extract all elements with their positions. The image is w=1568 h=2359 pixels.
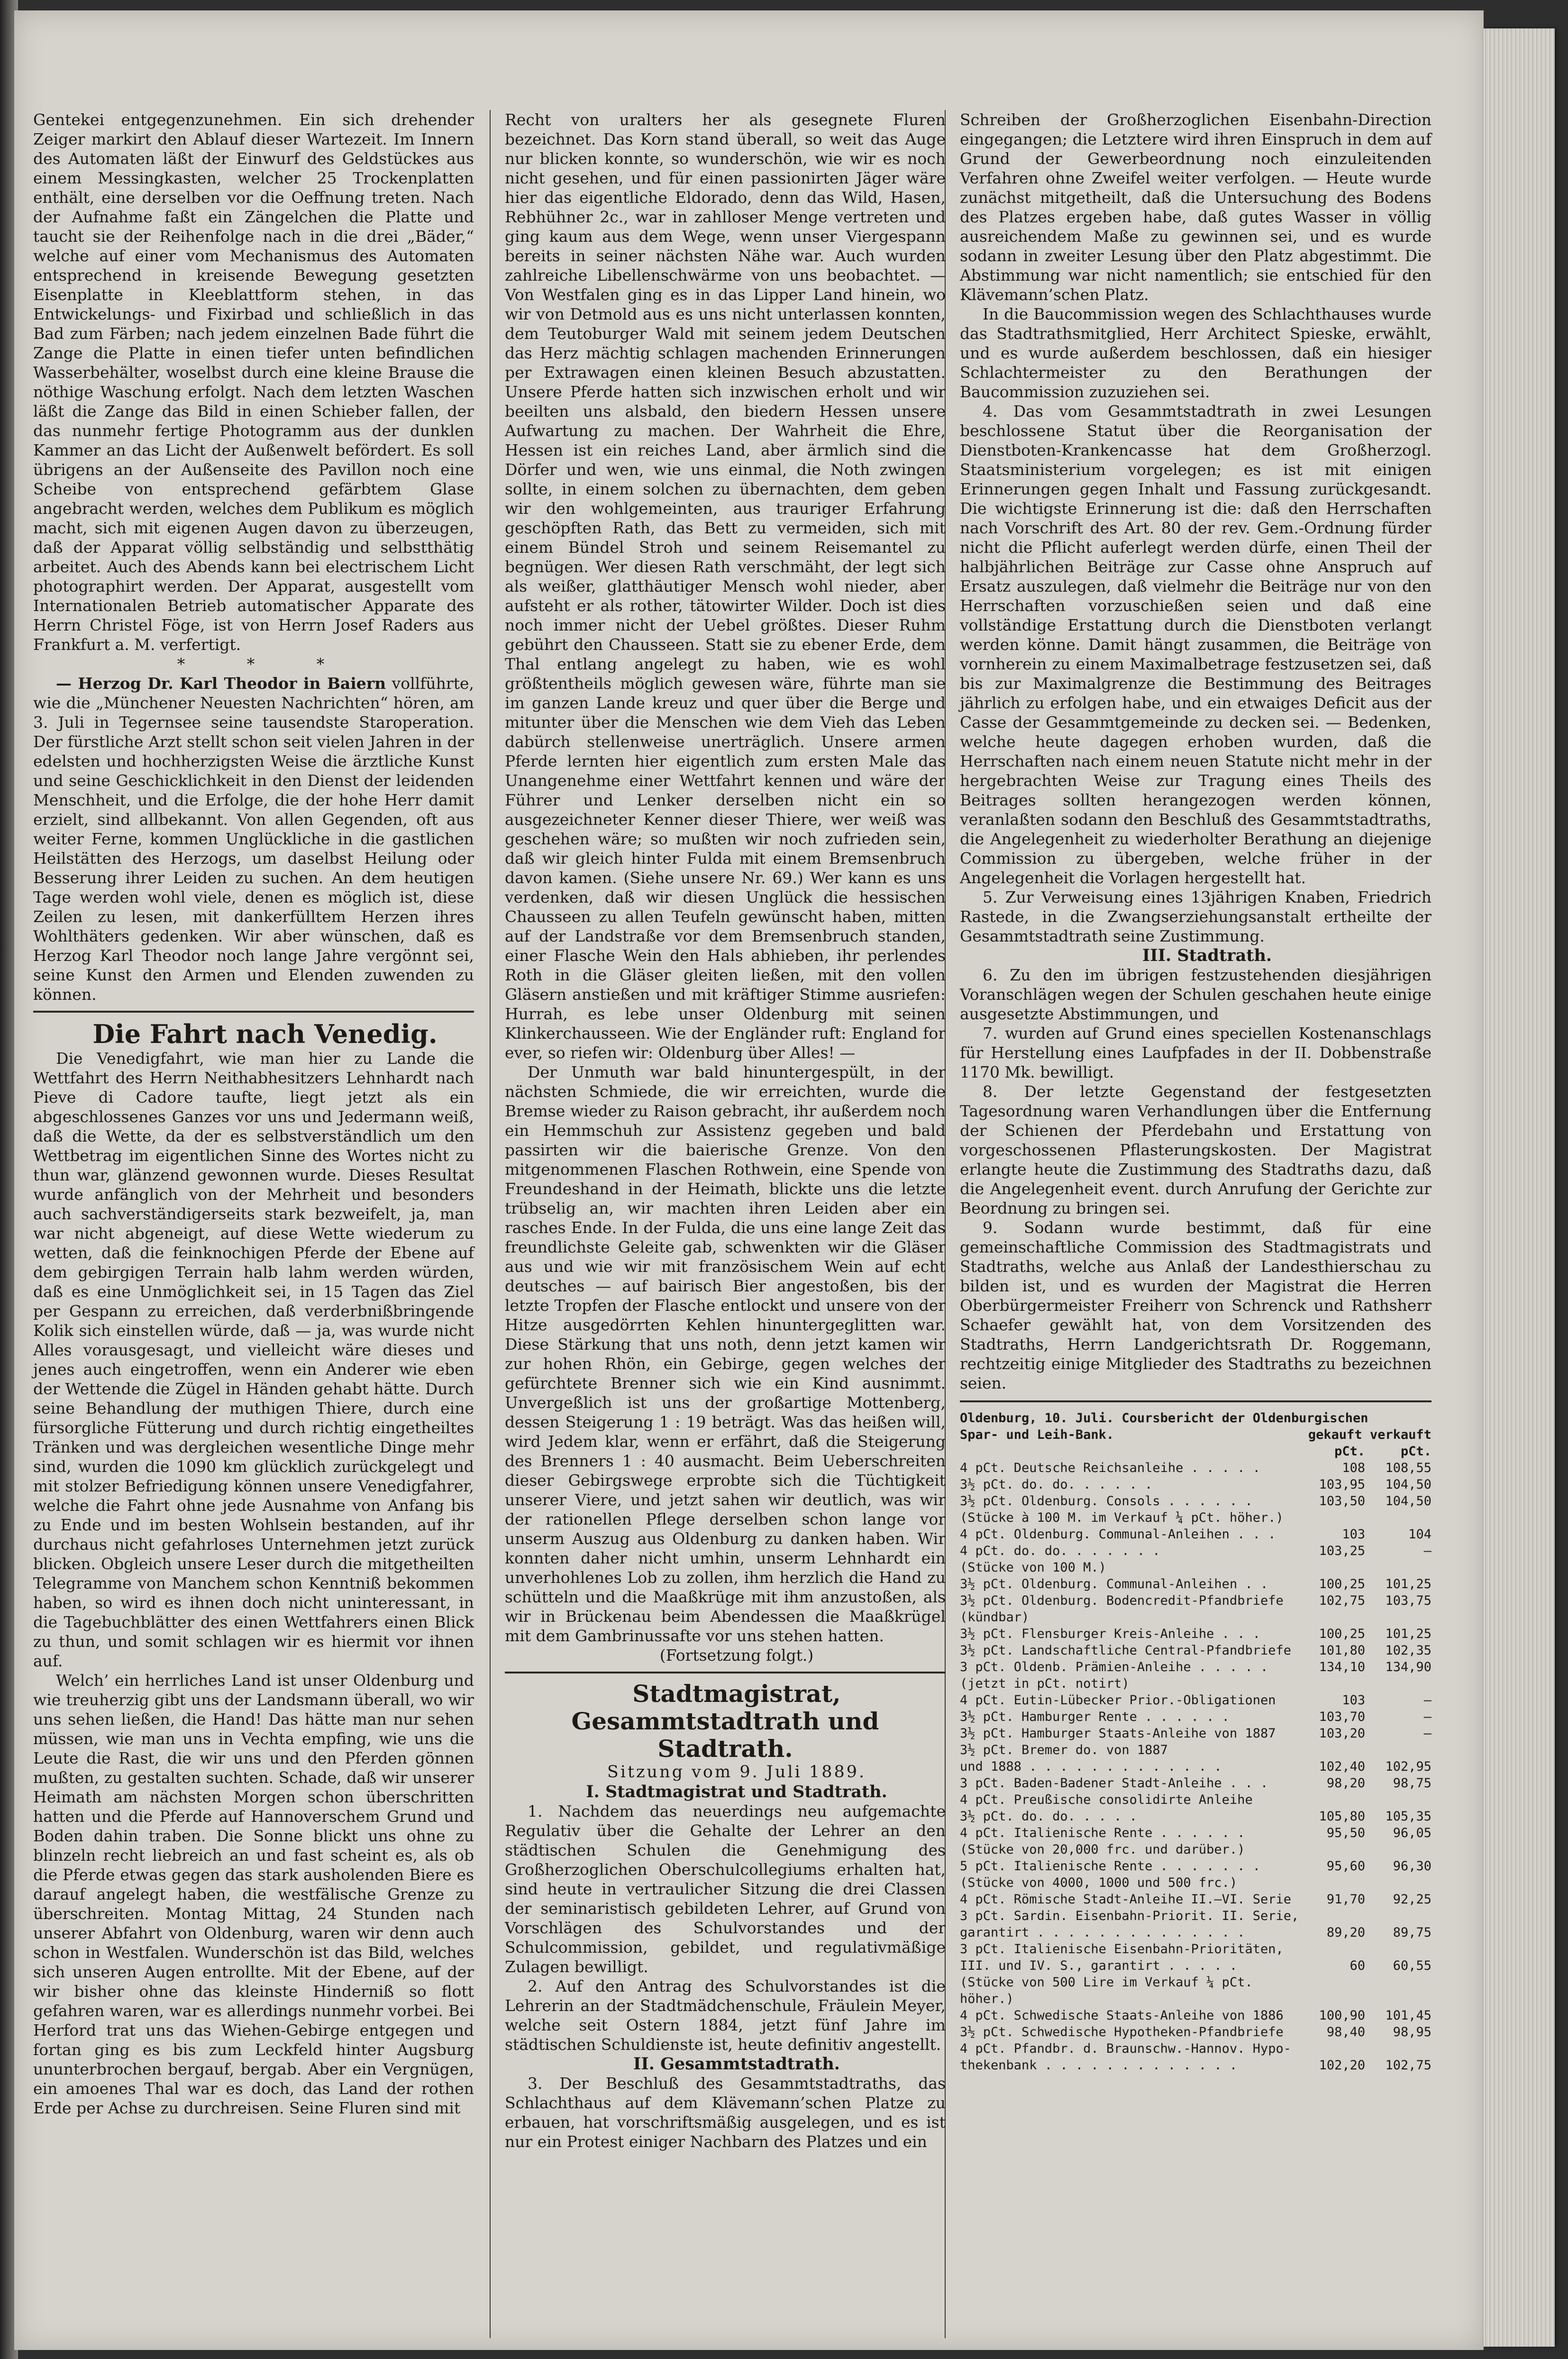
kurs-sell-price: 105,35 <box>1385 1809 1431 1824</box>
stadtrath-item-9: 9. Sodann wurde bestimmt, daß für eine gemeinschaftliche Commission des Stadtmagistrats und Stadtraths, welche aus Anlaß der Landesthierschau zu bilden ist, und es wurden der Magistrat die Herren Oberbürgermeister Freiherr von Schrenck und Rathsherr Schaefer gewählt hat, von dem Vorsitzenden des Stadtraths, Herrn Landgerichtsrath Dr. Roggemann, rechtzeitig einige Mitglieder des Stadtraths zu bezeichnen seien. <box>960 1218 1431 1392</box>
kurs-sell-price: 60,55 <box>1393 1958 1431 1973</box>
kurs-sell-price: 104,50 <box>1385 1477 1431 1492</box>
kurs-sell-price: — <box>1423 1710 1431 1724</box>
kurs-row <box>960 1709 1431 1725</box>
kurs-security: 3½ pCt. Bremer do. von 1887 <box>960 1743 1168 1757</box>
kurs-row <box>960 1576 1431 1592</box>
kurs-sell-price: 102,75 <box>1385 2058 1431 2073</box>
kurs-security: 4 pCt. Römische Stadt-Anleihe II.—VI. Serie <box>960 1892 1291 1907</box>
kurs-unit-row <box>960 1443 1431 1460</box>
kurs-security: 4 pCt. Schwedische Staats-Anleihe von 1886 <box>960 2008 1284 2023</box>
kurs-buy-price: 101,80 <box>1319 1643 1366 1658</box>
kurs-security: 3 pCt. Italienische Eisenbahn-Prioritäten, <box>960 1942 1284 1957</box>
kurs-buy-price: 100,25 <box>1319 1627 1366 1641</box>
kurs-sell-price: 103,75 <box>1385 1593 1431 1608</box>
kurs-sell-price: — <box>1423 1544 1431 1558</box>
kurs-buy-price: 98,40 <box>1326 2025 1366 2039</box>
kurs-sell-price: 101,25 <box>1385 1627 1431 1641</box>
kurs-row <box>960 2024 1431 2040</box>
kurs-buy-price <box>1299 1792 1365 1808</box>
section-heading-1: I. Stadtmagistrat und Stadtrath. <box>586 1782 887 1801</box>
kurs-buy-price: 91,70 <box>1326 1892 1366 1907</box>
kurs-row <box>960 1609 1431 1626</box>
kurs-buy-price: 103,20 <box>1319 1726 1366 1741</box>
kurs-security: 3½ pCt. Flensburger Kreis-Anleihe . . . <box>960 1627 1260 1641</box>
kurs-buy-price: 98,20 <box>1326 1776 1366 1791</box>
kurs-security: höher.) <box>960 1992 1014 2006</box>
kurs-row <box>960 1991 1431 2007</box>
column-1 <box>33 110 474 2118</box>
section-divider <box>960 1400 1431 1402</box>
kurs-security: III. und IV. S., garantirt . . . . . <box>960 1958 1238 1973</box>
kurs-sell-price: 101,25 <box>1385 1577 1431 1591</box>
kurs-row <box>960 1742 1431 1758</box>
kurs-sell-price <box>1365 1742 1431 1758</box>
kurs-security: 3½ pCt. do. do. . . . . <box>960 1809 1137 1824</box>
kurs-security: 3½ pCt. Schwedische Hypotheken-Pfandbriefe <box>960 2025 1284 2039</box>
kurs-row <box>960 1509 1431 1526</box>
kurs-buy-price: 100,90 <box>1319 2008 1366 2023</box>
kurs-sell-price: 101,45 <box>1385 2008 1431 2023</box>
kurs-header-row <box>960 1426 1431 1443</box>
kurs-row <box>960 1775 1431 1792</box>
kurs-buy-price: 103,50 <box>1319 1494 1366 1509</box>
kurs-buy-price: 60 <box>1349 1958 1366 1973</box>
kurs-unit-buy: pCt. <box>1334 1444 1366 1459</box>
kurs-sell-price: 89,75 <box>1393 1925 1431 1940</box>
kurs-security: 3½ pCt. Oldenburg. Communal-Anleihen . . <box>960 1577 1268 1591</box>
section-divider <box>505 1672 946 1673</box>
article-venedig-para-4: Der Unmuth war bald hinuntergespült, in der nächsten Schmiede, die wir erreichten, wurde die Bremse wieder zu Raison gebracht, ihr außerdem noch ein Hemmschuh zur Assistenz gegeben und bald passirten wir die baierische Grenze. Von den mitgenommenen Flaschen Rothwein, eine Spende von Freundeshand in der Heimath, blickte uns die letzte trübselig an, wir machten ihren Leiden aber ein rasches Ende. In der Fulda, die uns eine lange Zeit das freundlichste Geleite gab, schwenkten wir die Gläser aus und wie wir mit französischem Wein auf echt deutsches — auf bairisch Bier angestoßen, bis der letzte Tropfen der Flasche entlockt und unsere von der Hitze ausgedörrten Kehlen hinuntergeglitten war. Diese Stärkung that uns noth, denn jetzt kamen wir zur hohen Rhön, ein Gebirge, gegen welches der gefürchtete Brenner sich wie ein Kind ausnimmt. Unvergeßlich ist uns der großartige Mottenberg, dessen Steigerung 1 : 19 beträgt. Was das heißen will, wird Jedem klar, wenn er erfährt, daß die Steigerung des Brenners 1 : 40 ausmacht. Beim Ueberschreiten dieser Gebirgswege erprobte sich die Tüchtigkeit unserer Viere, und jetzt sahen wir deutlich, was wir der rationellen Pflege derselben schon lange vor unserm Auszug aus Oldenburg zu danken haben. Wir konnten daher nicht umhin, unserm Lehnhardt ein unverhohlenes Lob zu zollen, ihm herzlich die Hand zu schütteln und die Maaßkrüge mit ihm anzustoßen, als wir in Brückenau beim Abendessen die Maaßkrügel mit dem Gambrinussafte vor uns stehen hatten. <box>505 1063 946 1645</box>
kurs-row <box>960 1675 1431 1692</box>
kurs-row <box>960 1825 1431 1841</box>
section-stars: * * * <box>177 655 353 673</box>
kurs-sell-price: 98,75 <box>1393 1776 1431 1791</box>
kurs-buy-price <box>1299 1908 1365 1924</box>
kurs-sell-price: 108,55 <box>1385 1461 1431 1475</box>
kurs-sell-price: — <box>1423 1726 1431 1741</box>
kurs-row <box>960 1891 1431 1908</box>
kurs-buy-price <box>1299 1675 1365 1692</box>
stadtrath-item-7: 7. wurden auf Grund eines speciellen Kostenanschlags für Herstellung eines Laufpfades in der II. Dobbenstraße 1170 Mk. bewilligt. <box>960 1024 1431 1081</box>
kurs-buy-price <box>1299 1841 1365 1858</box>
kurs-security: 4 pCt. Deutsche Reichsanleihe . . . . . <box>960 1461 1260 1475</box>
kurs-security: (kündbar) <box>960 1610 1030 1625</box>
kurs-buy-price: 134,10 <box>1319 1660 1366 1674</box>
kurs-security: (jetzt in pCt. notirt) <box>960 1676 1130 1691</box>
kurs-security: (Stücke von 20,000 frc. und darüber.) <box>960 1842 1245 1857</box>
kurs-sell-price: 102,95 <box>1385 1759 1431 1774</box>
article-herzog-text: vollführte, wie die „Münchener Neuesten Nachrichten“ hören, am 3. Juli in Tegernsee seine tausendste Staroperation. Der fürstliche Arzt stellt schon seit vielen Jahren in der edelsten und hochherzigsten Weise die ärztliche Kunst und seine Geschicklichkeit in den Dienst der leidenden Menschheit, und die Erfolge, die der hohe Herr damit erzielt, sind allbekannt. Von allen Gegenden, oft aus weiter Ferne, kommen Unglückliche in die gastlichen Heilstätten des Herzogs, um daselbst Heilung oder Besserung ihrer Leiden zu suchen. An dem heutigen Tage werden wohl viele, denen es möglich ist, diese Zeilen zu lesen, mit dankerfülltem Herzen ihres Wohlthäters gedenken. Wir aber wünschen, daß es Herzog Karl Theodor noch lange Jahre vergönnt sei, seine Kunst den Armen und Elenden zuwenden zu können. <box>33 674 474 1004</box>
kurs-security: 4 pCt. Preußische consolidirte Anleihe <box>960 1792 1253 1807</box>
kurs-buy-price: 102,40 <box>1319 1759 1366 1774</box>
kurs-unit-sell: pCt. <box>1400 1444 1431 1459</box>
kurs-row <box>960 1526 1431 1543</box>
kurs-sell-price <box>1365 1991 1431 2007</box>
article-venedig-heading: Die Fahrt nach Venedig. <box>92 1019 438 1049</box>
kurs-buy-price <box>1299 1874 1365 1891</box>
kurs-buy-price: 95,50 <box>1326 1826 1366 1840</box>
kurs-security: 3½ pCt. Hamburger Rente . . . . . . <box>960 1710 1230 1724</box>
kurs-sell-price: 96,30 <box>1393 1859 1431 1874</box>
section-heading-3: III. Stadtrath. <box>1142 946 1272 965</box>
stadtrath-item-4: 4. Das vom Gesammtstadtrath in zwei Lesungen beschlossene Statut über die Reorganisation der Dienstboten-Krankencasse hat dem Großherzogl. Staatsministerium vorgelegen; es ist mit einigen Erinnerungen gegen Inhalt und Fassung zurückgesandt. Die wichtigste Erinnerung ist die: daß den Herrschaften nach Vorschrift des Art. 80 der rev. Gem.-Ordnung fürder nicht die Pflicht auferlegt werden dürfe, einen Theil der halbjährlichen Beiträge zur Casse ohne Anspruch auf Ersatz auszulegen, daß vielmehr die Beiträge nur von den Herrschaften vorzuschießen seien und daß eine vollständige Erstattung durch die Dienstboten verlangt werden könne. Damit hängt zusammen, die Beiträge von vornherein zu einem Maximalbetrage festzusetzen sei, daß bis zur Maximalgrenze die Bestimmung des Beitrages jährlich zu erfolgen habe, und ein etwaiges Deficit aus der Casse der Gesammtgemeinde zu decken sei. — Bedenken, welche heute dagegen erhoben wurden, daß die Herrschaften nach einem neuen Statute nicht mehr in der hergebrachten Weise zur Tragung eines Theils des Beitrages sollten herangezogen werden können, veranlaßten sodann den Beschluß des Gesammtstadtraths, die Angelegenheit zu wiederholter Berathung an diejenige Commission zu übergeben, welche früher in der Angelegenheit die Vorlagen hergestellt hat. <box>960 402 1431 887</box>
kurs-table <box>960 1426 1431 2074</box>
exchange-rate-report <box>960 1410 1431 2074</box>
kurs-buy-price: 103 <box>1342 1693 1366 1708</box>
column-rule-1 <box>490 110 491 2338</box>
kurs-buy-price: 108 <box>1342 1461 1366 1475</box>
kurs-sell-price <box>1365 1675 1431 1692</box>
kurs-row <box>960 1543 1431 1559</box>
kurs-bank-name: Spar- und Leih-Bank. <box>960 1427 1114 1442</box>
kurs-buy-price <box>1299 1509 1365 1526</box>
kurs-sell-price <box>1365 1974 1431 1991</box>
kurs-row <box>960 1924 1431 1941</box>
kurs-buy-price: 102,75 <box>1319 1593 1366 1608</box>
kurs-buy-price: 100,25 <box>1319 1577 1366 1591</box>
kurs-buy-price <box>1299 1991 1365 2007</box>
kurs-sell-price: 102,35 <box>1385 1643 1431 1658</box>
kurs-row <box>960 1792 1431 1808</box>
kurs-security: garantirt . . . . . . . . . . . . . . <box>960 1925 1245 1940</box>
section-heading-2: II. Gesammtstadtrath. <box>633 2054 840 2074</box>
kurs-sell-price: 92,25 <box>1393 1892 1431 1907</box>
continuation-note: (Fortsetzung folgt.) <box>659 1646 814 1664</box>
stadtrath-baucommission: In die Baucommission wegen des Schlachthauses wurde das Stadtrathsmitglied, Herr Architect Spieske, erwählt, und es wurde außerdem beschlossen, daß ein hiesiger Schlachtermeister zu den Berathungen der Baucommission zuzuziehen sei. <box>960 305 1431 401</box>
kurs-row <box>960 1957 1431 1974</box>
kurs-security: 3½ pCt. Hamburger Staats-Anleihe von 1887 <box>960 1726 1276 1741</box>
kurs-sell-price <box>1365 1874 1431 1891</box>
kurs-security: 3 pCt. Baden-Badener Stadt-Anleihe . . . <box>960 1776 1268 1791</box>
kurs-sell-price <box>1365 2040 1431 2057</box>
stadtrath-item-1: 1. Nachdem das neuerdings neu aufgemachte Regulativ über die Gehalte der Lehrer an den städtischen Schulen die Genehmigung des Großherzoglichen Oberschulcollegiums erhalten hat, sind heute in vertraulicher Sitzung die drei Classen der seminaristisch gebildeten Lehrer, auf Grund von Vorschlägen des Schulvorstandes und der Schulcommission, gebildet, und regulativmäßige Zulagen bewilligt. <box>505 1802 946 1976</box>
kurs-security: 3 pCt. Oldenb. Prämien-Anleihe . . . . . <box>960 1660 1268 1674</box>
kurs-sell-price: 104 <box>1408 1527 1431 1542</box>
kurs-row <box>960 1858 1431 1874</box>
article-herzog-headline: — Herzog Dr. Karl Theodor in Baiern <box>56 674 386 693</box>
article-venedig-para-2: Welch’ ein herrliches Land ist unser Oldenburg und wie treuherzig gibt uns der Landsmann überall, wo wir uns sehen ließen, die Hand! Das hätte man nur sehen müssen, wie man uns in Vechta empfing, wie uns die Leute die Rast, die wir uns und den Pferden gönnen mußten, zu gestalten suchten. Schade, daß wir unserer Heimath am nächsten Morgen schon überschritten hatten und die Pferde auf Hannoverschem Grund und Boden dahin traben. Die Sonne blickt uns ohne zu blinzeln recht liebreich an und fast scheint es, als ob die Pferde etwas gegen das stark ausholenden Biere es darauf angelegt haben, die westfälische Grenze zu überschreiten. Montag Mittag, 24 Stunden nach unserer Abfahrt von Oldenburg, waren wir denn auch schon in Westfalen. Wunderschön ist das Bild, welches sich unseren Augen entrollte. Mit der Ebene, auf der wir bisher ohne das kleinste Hinderniß so flott gefahren waren, war es allerdings nunmehr vorbei. Bei Herford trat uns das Wiehen-Gebirge entgegen und fortan ging es bis zum Leckfeld hinter Augsburg ununterbrochen bergauf, bergab. Aber ein Vergnügen, ein amoenes Thal war es doch, das Land der rothen Erde per Achse zu durchreisen. Seine Fluren sind mit <box>33 1671 474 2117</box>
kurs-security: 3½ pCt. do. do. . . . . . <box>960 1477 1153 1492</box>
kurs-buy-price <box>1299 1609 1365 1626</box>
kurs-sell-price: 134,90 <box>1385 1660 1431 1674</box>
page-stack-edge <box>1484 28 1555 2347</box>
kurs-row <box>960 1974 1431 1991</box>
kurs-security: 4 pCt. Oldenburg. Communal-Anleihen . . . <box>960 1527 1276 1542</box>
kurs-header-line: Oldenburg, 10. Juli. Coursbericht der Oldenburgischen <box>960 1411 1368 1426</box>
stadtrath-item-5: 5. Zur Verweisung eines 13jährigen Knaben, Friedrich Rastede, in die Zwangserziehungsanstalt ertheilte der Gesammtstadtrath seine Zustimmung. <box>960 888 1431 945</box>
kurs-security: 4 pCt. Pfandbr. d. Braunschw.-Hannov. Hypo- <box>960 2041 1291 2056</box>
kurs-buy-price: 105,80 <box>1319 1809 1366 1824</box>
kurs-buy-price: 103,25 <box>1319 1544 1366 1558</box>
kurs-buy-price: 89,20 <box>1326 1925 1366 1940</box>
stadtrath-item-8: 8. Der letzte Gegenstand der festgesetzten Tagesordnung waren Verhandlungen über die Entfernung der Schienen der Pferdebahn und Erstattung von vorgeschossenen Pflasterungskosten. Der Magistrat erlangte heute die Zustimmung des Stadtraths dazu, daß die Angelegenheit event. durch Anrufung der Gerichte zur Beordnung zu bringen sei. <box>960 1082 1431 1217</box>
kurs-row <box>960 1908 1431 1924</box>
kurs-row <box>960 2057 1431 2074</box>
kurs-security: und 1888 . . . . . . . . . . . . . <box>960 1759 1222 1774</box>
kurs-sell-price: 96,05 <box>1393 1826 1431 1840</box>
kurs-row <box>960 1642 1431 1659</box>
stadtrath-item-3: 3. Der Beschluß des Gesammtstadtraths, das Schlachthaus auf dem Klävemann’schen Platze zu erbauen, hat vorschriftsmäßig ausgelegen, und es ist nur ein Protest einiger Nachbarn des Platzes und ein <box>505 2074 946 2151</box>
stadtrath-item-6: 6. Zu den im übrigen festzustehenden diesjährigen Voranschlägen wegen der Schulen geschahen heute einige ausgesetzte Abstimmungen, und <box>960 966 1431 1023</box>
kurs-row <box>960 1659 1431 1675</box>
kurs-buy-price: 95,60 <box>1326 1859 1366 1874</box>
kurs-security: (Stücke von 100 M.) <box>960 1560 1106 1575</box>
kurs-row <box>960 1493 1431 1509</box>
kurs-buy-price <box>1299 1941 1365 1957</box>
kurs-sell-price <box>1365 1841 1431 1858</box>
kurs-row <box>960 1460 1431 1476</box>
kurs-row <box>960 2007 1431 2024</box>
kurs-buy-price: 103,95 <box>1319 1477 1366 1492</box>
kurs-sell-price <box>1365 1908 1431 1924</box>
newspaper-page <box>14 10 1484 2350</box>
session-date: Sitzung vom 9. Juli 1889. <box>607 1763 866 1782</box>
kurs-sell-price: 104,50 <box>1385 1494 1431 1509</box>
kurs-sell-price <box>1365 1559 1431 1576</box>
kurs-row <box>960 2040 1431 2057</box>
kurs-row <box>960 1874 1431 1891</box>
kurs-security: 3½ pCt. Oldenburg. Consols . . . . . . <box>960 1494 1253 1509</box>
kurs-row <box>960 1841 1431 1858</box>
kurs-sell-price <box>1365 1509 1431 1526</box>
kurs-sell-price: 98,95 <box>1393 2025 1431 2039</box>
kurs-row <box>960 1592 1431 1609</box>
article-herzog <box>33 674 474 1004</box>
kurs-security: 5 pCt. Italienische Rente . . . . . . . <box>960 1859 1260 1874</box>
kurs-sell-price <box>1365 1792 1431 1808</box>
kurs-sell-price <box>1365 1609 1431 1626</box>
kurs-buy-price <box>1299 1742 1365 1758</box>
kurs-row <box>960 1941 1431 1957</box>
kurs-security: 3 pCt. Sardin. Eisenbahn-Priorit. II. Serie, <box>960 1909 1299 1923</box>
stadtrath-item-3-cont: Schreiben der Großherzoglichen Eisenbahn-Direction eingegangen; die Letztere wird ihren Einspruch in dem auf Grund der Gewerbeordnung noch einzuleitenden Verfahren ohne Zweifel weiter verfolgen. — Heute wurde zunächst mitgetheilt, daß die Untersuchung des Bodens des Platzes ergeben habe, daß gutes Wasser in völlig ausreichendem Maße zu gewinnen sei, und es wurde sodann in zweiter Lesung über den Platz abgestimmt. Die Abstimmung war nicht namentlich; sie entschied für den Klävemann’schen Platz. <box>960 110 1431 304</box>
kurs-col-headers: gekauft verkauft <box>1308 1427 1431 1442</box>
kurs-security: (Stücke à 100 M. im Verkauf ¼ pCt. höher.) <box>960 1510 1284 1525</box>
article-stadtrath-heading: Stadtmagistrat, Gesammtstadtrath und Stadtrath. <box>571 1680 879 1763</box>
article-venedig-para-3: Recht von uralters her als gesegnete Fluren bezeichnet. Das Korn stand überall, so weit das Auge nur blicken konnte, so wunderschön, wie wir es noch nicht gesehen, und für einen passionirten Jäger wäre hier das eigentliche Eldorado, denn das Wild, Hasen, Rebhühner 2c., war in zahlloser Menge vertreten und ging kaum aus dem Wege, wenn unser Viergespann bereits in seiner nächsten Nähe war. Auch wurden zahlreiche Libellenschwärme von uns beobachtet. — Von Westfalen ging es in das Lipper Land hinein, wo wir von Detmold aus es uns nicht unterlassen konnten, dem Teutoburger Wald mit seinem jedem Deutschen das Herz mächtig schlagen machenden Erinnerungen per Extrawagen einen kleinen Besuch abzustatten. Unsere Pferde hatten sich inzwischen erholt und wir beeilten uns alsbald, den biedern Hessen unsere Aufwartung zu machen. Der Wahrheit die Ehre, Hessen ist ein reiches Land, aber ärmlich sind die Dörfer und wen, wie uns einmal, die Noth zwingen sollte, in einem solchen zu übernachten, dem geben wir den wohlgemeinten, aus trauriger Erfahrung geschöpften Rath, das Bett zu vermeiden, sich mit einem Bündel Stroh und seinem Reisemantel zu begnügen. Wer diesen Rath verschmäht, der legt sich als weißer, glatthäutiger Mensch wohl nieder, aber aufsteht er als rother, tätowirter Wilder. Doch ist dies noch immer nicht der Uebel größtes. Dieser Ruhm gebührt den Chausseen. Statt sie zu ebener Erde, dem Thal entlang angelegt zu haben, wie es wohl größtentheils möglich gewesen wäre, führte man sie im ganzen Lande kreuz und quer über die Berge und mitunter über die Menschen wie dem Vieh das Leben dabürch stellenweise unerträglich. Unsere armen Pferde lernten hier eigentlich zum ersten Male das Unangenehme einer Wettfahrt kennen und wäre der Führer und Lenker derselben nicht ein so ausgezeichneter Kenner dieser Thiere, wer weiß was geschehen wäre; so mußten wir noch zufrieden sein, daß wir gleich hinter Fulda mit einem Bremsenbruch davon kamen. (Siehe unsere Nr. 69.) Wer kann es uns verdenken, daß wir diesen Unglück die hessischen Chausseen zu allen Teufeln gewünscht haben, mitten auf der Landstraße vor dem Bremsenbruch standen, einer Flasche Wein den Hals abhieben, ihr perlendes Roth in die Gläser gleiten ließen, mit den vollen Gläsern anstießen und mit kräftiger Stimme ausriefen: Hurrah, es lebe unser Oldenburg mit seinen Klinkerchausseen. Wie der Engländer ruft: England for ever, so riefen wir: Oldenburg über Alles! — <box>505 110 946 1062</box>
kurs-buy-price <box>1299 2040 1365 2057</box>
kurs-row <box>960 1626 1431 1642</box>
kurs-row <box>960 1758 1431 1775</box>
kurs-security: 4 pCt. Italienische Rente . . . . . . <box>960 1826 1245 1840</box>
kurs-sell-price: — <box>1423 1693 1431 1708</box>
kurs-row <box>960 1725 1431 1742</box>
kurs-buy-price: 102,20 <box>1319 2058 1366 2073</box>
stadtrath-item-2: 2. Auf den Antrag des Schulvorstandes ist die Lehrerin an der Stadtmädchenschule, Fräulein Meyer, welche seit Ostern 1884, jetzt fünf Jahre im städtischen Schuldienste ist, heute definitiv angestellt. <box>505 1977 946 2054</box>
section-divider <box>33 1011 474 1013</box>
kurs-security: (Stücke von 4000, 1000 und 500 frc.) <box>960 1875 1238 1890</box>
kurs-buy-price <box>1299 1559 1365 1576</box>
column-2 <box>505 110 946 2151</box>
kurs-buy-price: 103 <box>1342 1527 1366 1542</box>
kurs-security: 3½ pCt. Landschaftliche Central-Pfandbriefe <box>960 1643 1291 1658</box>
kurs-security: (Stücke von 500 Lire im Verkauf ¼ pCt. <box>960 1975 1253 1990</box>
kurs-security: 4 pCt. Eutin-Lübecker Prior.-Obligationen <box>960 1693 1276 1708</box>
kurs-security: 3½ pCt. Oldenburg. Bodencredit-Pfandbriefe <box>960 1593 1284 1608</box>
kurs-buy-price: 103,70 <box>1319 1710 1366 1724</box>
kurs-row <box>960 1476 1431 1493</box>
kurs-row <box>960 1808 1431 1825</box>
kurs-buy-price <box>1299 1974 1365 1991</box>
kurs-sell-price <box>1365 1941 1431 1957</box>
kurs-security: thekenbank . . . . . . . . . . . . . <box>960 2058 1238 2073</box>
article-venedig-para-1: Die Venedigfahrt, wie man hier zu Lande die Wettfahrt des Herrn Neithabhesitzers Lehnhardt nach Pieve di Cadore taufte, liegt jetzt als ein abgeschlossenes Ganzes vor uns und Jedermann weiß, daß die Wette, da der es selbstverständlich um den Wettbetrag im eigentlichen Sinne des Wortes nicht zu thun war, glänzend gewonnen wurde. Dieses Resultat wurde anfänglich von der Mehrheit und besonders auch sachverständigerseits stark bezweifelt, ja, man war nicht abgeneigt, auf diese Wette wiederum zu wetten, daß die feinknochigen Pferde der Ebene auf dem gebirgigen Terrain halb lahm werden würden, daß es eine Unmöglichkeit sei, in 15 Tagen das Ziel per Gespann zu erreichen, daß verderbnißbringende Kolik sich einstellen würde, daß — ja, was wurde nicht Alles vorausgesagt, und vielleicht wäre dieses und jenes auch eingetroffen, wenn ein Anderer wie eben der Wettende die Zügel in Händen gehabt hätte. Durch seine Behandlung der muthigen Thiere, durch eine fürsorgliche Fütterung und durch richtig eingetheiltes Tränken und was dergleichen wesentliche Dinge mehr sind, wurden die 1090 km glücklich zurückgelegt und mit stolzer Befriedigung können unsere Venedigfahrer, welche die Fahrt ohne jede Ausnahme von Anfang bis zu Ende und im besten Wohlsein bestanden, auf ihr durchaus nicht gefahrloses Unternehmen jetzt zurück blicken. Obgleich unsere Leser durch die mitgetheilten Telegramme von Manchem schon Kenntniß bekommen haben, so wird es ihnen doch nicht uninteressant, in die Tagebuchblätter des einen Wettfahrers einen Blick zu thun, und somit schlagen wir es hiermit vor ihnen auf. <box>33 1049 474 1670</box>
kurs-row <box>960 1559 1431 1576</box>
article-automat-text: Gentekei entgegenzunehmen. Ein sich drehender Zeiger markirt den Ablauf dieser Wartezeit. Im Innern des Automaten läßt der Einwurf des Geldstückes aus einem Messingkasten, welcher 25 Trockenplatten enthält, eine derselben vor die Oeffnung treten. Nach der Aufnahme faßt ein Zängelchen die Platte und taucht sie der Reihenfolge nach in die drei „Bäder,“ welche auf einer vom Mechanismus des Automaten entsprechend in kreisende Bewegung gesetzten Eisenplatte in Kleeblattform stehen, in das Entwickelungs- und Fixirbad und schließlich in das Bad zum Färben; nach jedem einzelnen Bade führt die Zange die Platte in einen tiefer unten befindlichen Wasserbehälter, woselbst durch eine kleine Brause die nöthige Waschung erfolgt. Nach dem letzten Waschen läßt die Zange das Bild in einen Schieber fallen, der das nunmehr fertige Photogramm aus der dunklen Kammer an das Licht der Außenwelt befördert. Es soll übrigens an der Außenseite des Pavillon noch eine Scheibe von entsprechend gefärbtem Glase angebracht werden, welches dem Publikum es möglich macht, sich mit eigenen Augen davon zu überzeugen, daß der Apparat völlig selbständig und selbstthätig arbeitet. Auch des Abends kann bei electrischem Licht photographirt werden. Der Apparat, ausgestellt vom Internationalen Betrieb automatischer Apparate des Herrn Christel Föge, ist von Herrn Josef Raders aus Frankfurt a. M. verfertigt. <box>33 110 474 654</box>
kurs-row <box>960 1692 1431 1709</box>
kurs-security: 4 pCt. do. do. . . . . . . <box>960 1544 1160 1558</box>
column-3 <box>960 110 1431 2074</box>
